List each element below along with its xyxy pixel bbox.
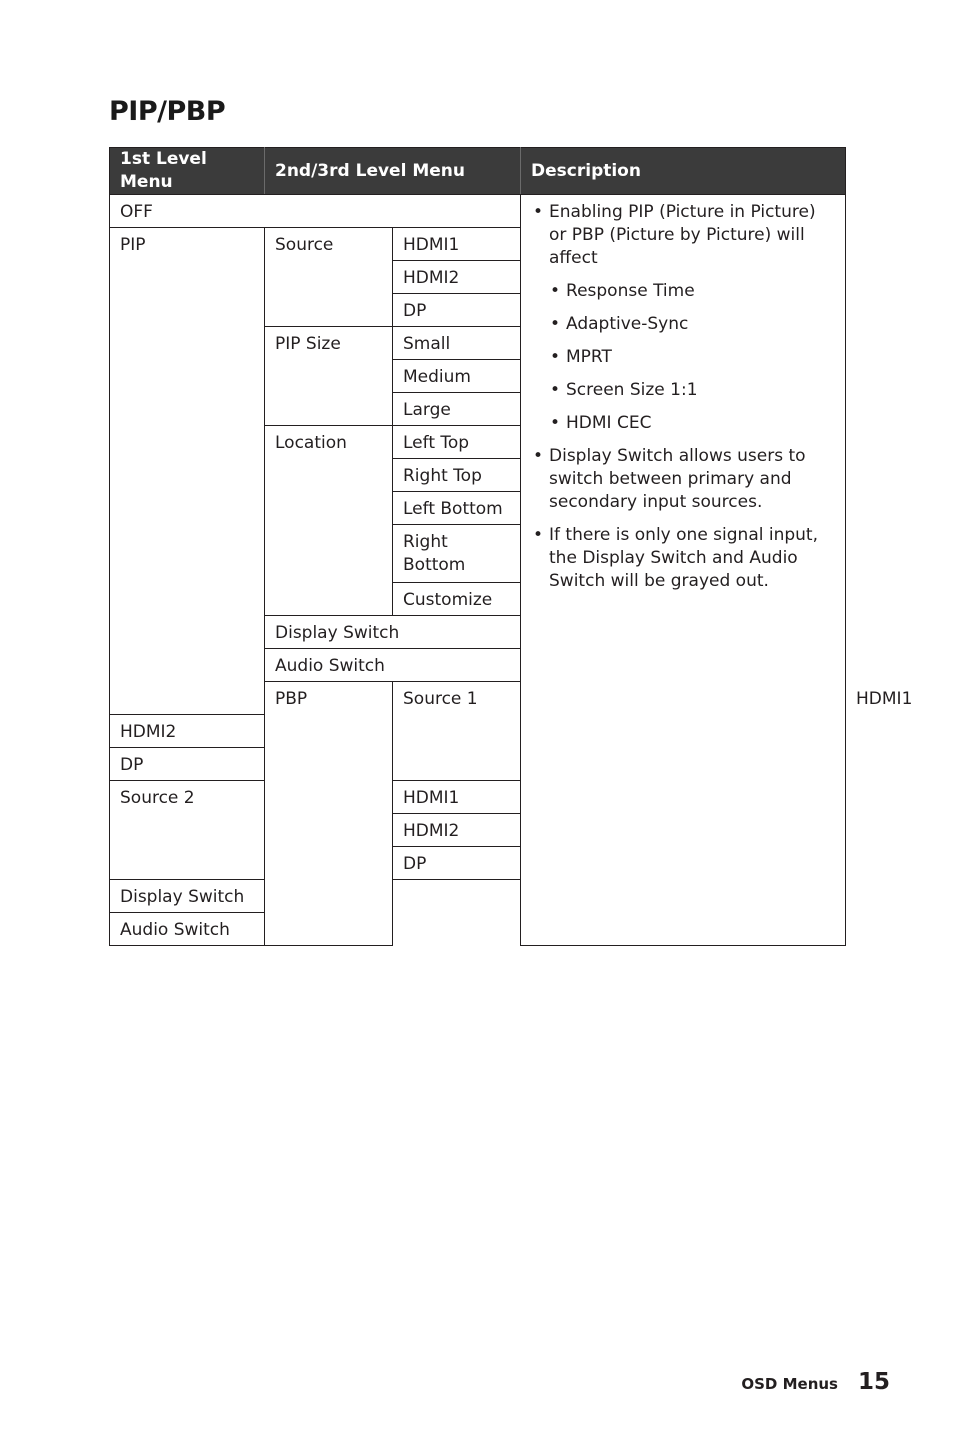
list-item: • MPRT [566, 346, 835, 369]
description-bullet [549, 201, 835, 435]
pip-source-option: HDMI2 [393, 261, 521, 294]
list-item: • Screen Size 1:1 [566, 379, 835, 402]
pbp-audio-switch: Audio Switch [110, 913, 393, 946]
description-bullet: • If there is only one signal input, the Display Switch and Audio Switch will be grayed out. [549, 524, 835, 593]
pbp-source1-option: HDMI2 [110, 715, 265, 748]
header-description: Description [521, 148, 846, 195]
pbp-display-switch: Display Switch [110, 880, 393, 913]
list-item: • Response Time [566, 280, 835, 303]
pbp-source1-label: Source 1 [393, 682, 521, 781]
page-number: 15 [857, 1369, 890, 1395]
pip-display-switch: Display Switch [265, 616, 521, 649]
description-text: Enabling PIP (Picture in Picture) or PBP (Picture by Picture) will affect [549, 202, 816, 268]
table-row [110, 195, 846, 228]
header-2nd-3rd-level: 2nd/3rd Level Menu [265, 148, 521, 195]
description-cell [521, 195, 846, 946]
pip-location-option: Left Bottom [393, 492, 521, 525]
page-title: PIP/PBP [109, 96, 226, 127]
pip-size-label: PIP Size [265, 327, 393, 426]
menu-pip: PIP [110, 228, 265, 715]
pip-size-option: Small [393, 327, 521, 360]
pip-location-option: Left Top [393, 426, 521, 459]
pip-audio-switch: Audio Switch [265, 649, 521, 682]
list-item: • HDMI CEC [566, 412, 835, 435]
description-bullet: • Display Switch allows users to switch between primary and secondary input sources. [549, 445, 835, 514]
pip-location-option: Customize [393, 583, 521, 616]
pip-size-option: Large [393, 393, 521, 426]
pip-source-option: HDMI1 [393, 228, 521, 261]
pip-size-option: Medium [393, 360, 521, 393]
header-1st-level: 1st Level Menu [110, 148, 265, 195]
pbp-source1-option: DP [110, 748, 265, 781]
menu-pbp: PBP [265, 682, 393, 946]
table-header-row [110, 148, 846, 195]
pip-source-label: Source [265, 228, 393, 327]
pip-location-option: Right Bottom [393, 525, 521, 583]
description-list [531, 201, 835, 593]
pbp-source2-option: HDMI2 [393, 814, 521, 847]
pip-location-label: Location [265, 426, 393, 616]
menu-off: OFF [110, 195, 521, 228]
table-row: PBP Source 1 HDMI1 [110, 682, 846, 715]
pip-source-option: DP [393, 294, 521, 327]
pip-pbp-table [109, 147, 913, 946]
pbp-source2-option: HDMI1 [393, 781, 521, 814]
footer-section-title: OSD Menus [741, 1375, 838, 1393]
affected-features-list [549, 280, 835, 435]
pbp-source2-label: Source 2 [110, 781, 265, 880]
list-item: • Adaptive-Sync [566, 313, 835, 336]
pbp-source2-option: DP [393, 847, 521, 880]
page-footer [741, 1369, 890, 1395]
pip-location-option: Right Top [393, 459, 521, 492]
